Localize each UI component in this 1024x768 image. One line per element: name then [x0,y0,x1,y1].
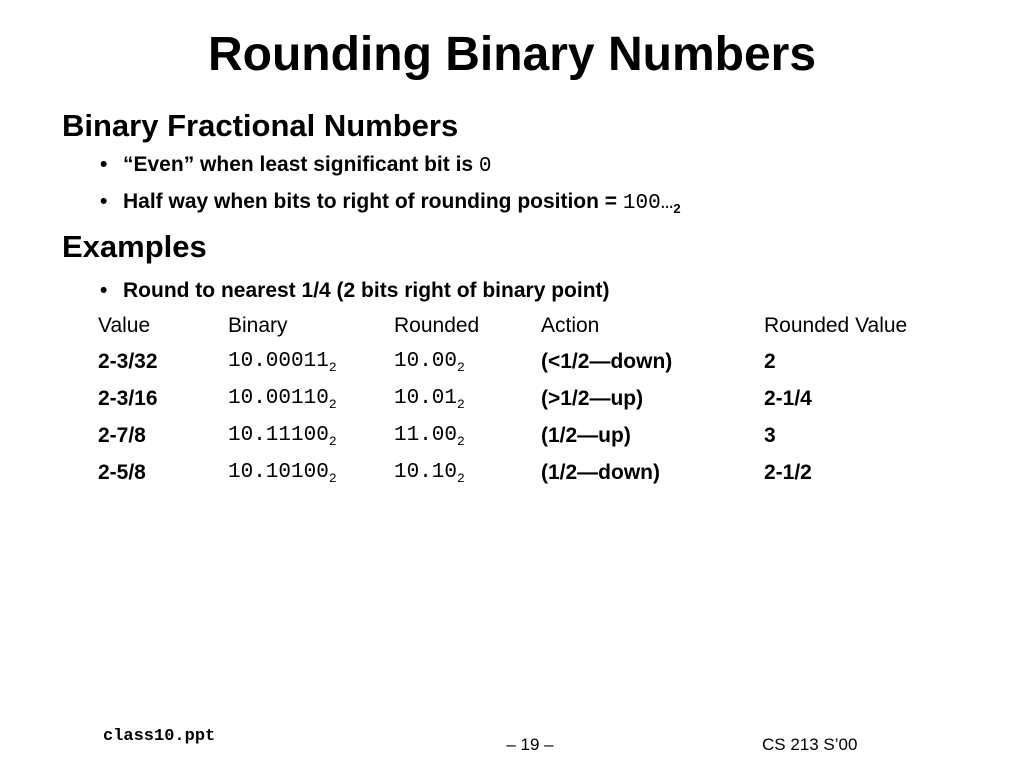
base-subscript: 2 [328,434,337,449]
header-rounded-value: Rounded Value [764,314,908,337]
rounded-digits: 11.00 [394,424,458,447]
cell-rounded [394,424,465,447]
table-row [0,461,1024,491]
table-row [0,424,1024,454]
section-heading-binary-fractional: Binary Fractional Numbers [62,108,459,143]
bullet-even [100,153,492,178]
header-binary: Binary [228,314,288,337]
cell-action: (1/2—up) [541,424,631,447]
cell-action: (>1/2—up) [541,387,644,410]
binary-digits: 10.11100 [228,424,329,447]
bullet-half-way [100,190,681,215]
bullet-round-nearest [100,279,610,303]
bullet-text: Round to nearest 1/4 (2 bits right of binary point) [123,279,610,302]
bullet-code: 100… [622,192,674,215]
bullet-text: “Even” when least significant bit is [123,153,479,176]
cell-binary [228,424,337,447]
cell-rounded-value: 2-1/4 [764,387,812,410]
cell-value: 2-5/8 [98,461,146,484]
cell-value: 2-7/8 [98,424,146,447]
cell-value: 2-3/16 [98,387,158,410]
bullet-dot-icon: • [100,190,108,213]
cell-binary [228,350,337,373]
table-row [0,387,1024,417]
cell-action: (<1/2—down) [541,350,673,373]
base-subscript: 2 [328,471,337,486]
cell-rounded [394,387,465,410]
bullet-dot-icon: • [100,153,108,176]
slide-title: Rounding Binary Numbers [207,28,817,81]
header-value: Value [98,314,151,337]
cell-binary [228,461,337,484]
binary-digits: 10.10100 [228,461,329,484]
bullet-code: 0 [478,155,492,178]
header-rounded: Rounded [394,314,480,337]
base-subscript: 2 [457,471,465,486]
base-subscript: 2 [457,434,465,449]
base-subscript: 2 [457,360,465,375]
cell-binary [228,387,337,410]
rounded-digits: 10.01 [394,387,458,410]
bullet-subscript: 2 [673,201,681,216]
cell-action: (1/2—down) [541,461,660,484]
bullet-dot-icon: • [100,279,108,302]
cell-rounded-value: 2 [764,350,776,373]
base-subscript: 2 [328,360,337,375]
footer-course: CS 213 S’00 [762,735,858,754]
rounded-digits: 10.10 [394,461,458,484]
table-header-row [0,314,1024,344]
section-heading-examples: Examples [62,229,207,264]
header-action: Action [541,314,600,337]
rounded-digits: 10.00 [394,350,458,373]
base-subscript: 2 [328,397,337,412]
table-row [0,350,1024,380]
binary-digits: 10.00110 [228,387,329,410]
cell-rounded-value: 2-1/2 [764,461,812,484]
cell-rounded [394,461,465,484]
bullet-text: Half way when bits to right of rounding position = [123,190,623,213]
binary-digits: 10.00011 [228,350,329,373]
cell-rounded-value: 3 [764,424,776,447]
base-subscript: 2 [457,397,465,412]
cell-value: 2-3/32 [98,350,158,373]
footer-filename: class10.ppt [103,727,216,746]
cell-rounded [394,350,465,373]
footer-page-number: – 19 – [506,735,554,754]
